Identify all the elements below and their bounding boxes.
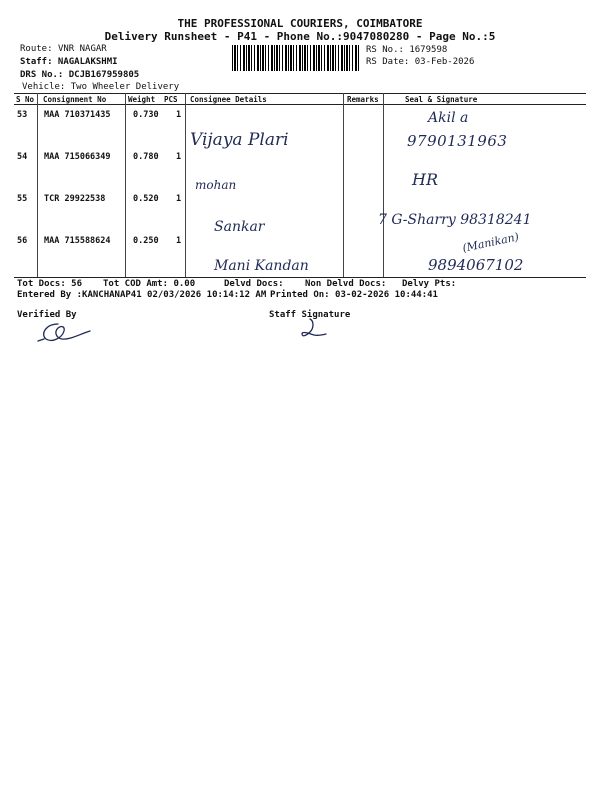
route-value: VNR NAGAR [57, 44, 107, 54]
delivered-docs: Delvd Docs: [224, 279, 284, 289]
cell-consignment: MAA 715066349 [44, 152, 111, 162]
cell-sno: 54 [17, 152, 28, 162]
col-header-weight: Weight [128, 95, 156, 104]
handwritten-consignee: mohan [195, 178, 237, 192]
vehicle-type: Vehicle: Two Wheeler Delivery [22, 82, 180, 92]
company-title: THE PROFESSIONAL COURIERS, COIMBATORE [177, 17, 423, 30]
handwritten-signature: HR [412, 170, 438, 189]
col-divider [37, 93, 38, 277]
cell-weight: 0.780 [133, 152, 159, 162]
cell-sno: 56 [17, 236, 28, 246]
col-divider [343, 93, 344, 277]
handwritten-phone: 9894067102 [428, 256, 524, 274]
handwritten-signature: Akil a [428, 110, 469, 126]
barcode-image [232, 45, 360, 71]
cell-sno: 55 [17, 194, 28, 204]
col-divider [185, 93, 186, 277]
cell-consignment: MAA 715588624 [44, 236, 111, 246]
cell-pcs: 1 [176, 236, 182, 246]
handwritten-consignee: Mani Kandan [214, 258, 309, 274]
table-header-rule [14, 104, 586, 105]
cell-pcs: 1 [176, 194, 182, 204]
col-header-consignment: Consignment No [43, 95, 107, 104]
staff-name: Staff: NAGALAKSHMI [20, 57, 118, 67]
cell-sno: 53 [17, 110, 28, 120]
col-header-sno: S No [16, 95, 35, 104]
staff-signature-label: Staff Signature [269, 310, 351, 320]
rs-number: RS No.: 1679598 [366, 45, 448, 55]
handwritten-signature: 7 G-Sharry 98318241 [378, 212, 532, 228]
col-divider [383, 93, 384, 277]
cell-consignment: TCR 29922538 [44, 194, 106, 204]
route-line [20, 44, 107, 55]
staff-signature-icon [296, 316, 336, 342]
handwritten-consignee: Vijaya Plari [190, 130, 289, 150]
col-header-remarks: Remarks [347, 95, 379, 104]
cell-weight: 0.520 [133, 194, 159, 204]
runsheet-subtitle: Delivery Runsheet - P41 - Phone No.:9047080280 - Page No.:5 [104, 30, 496, 43]
col-header-consignee: Consignee Details [190, 95, 267, 104]
printed-on: Printed On: 03-02-2026 10:44:41 [270, 290, 438, 300]
cell-consignment: MAA 710371435 [44, 110, 111, 120]
verified-by-label: Verified By [17, 310, 77, 320]
total-docs: Tot Docs: 56 [17, 279, 83, 289]
cell-weight: 0.250 [133, 236, 159, 246]
non-delivered-docs: Non Delvd Docs: [305, 279, 387, 289]
verified-signature-icon [36, 318, 96, 344]
handwritten-phone: 9790131963 [407, 132, 508, 150]
drs-number: DRS No.: DCJB167959805 [20, 70, 140, 80]
total-cod-amount: Tot COD Amt: 0.00 [103, 279, 196, 289]
table-bottom-rule [14, 277, 586, 278]
handwritten-consignee: Sankar [214, 219, 265, 235]
cell-pcs: 1 [176, 110, 182, 120]
col-header-seal: Seal & Signature [405, 95, 478, 104]
cell-weight: 0.730 [133, 110, 159, 120]
cell-pcs: 1 [176, 152, 182, 162]
col-divider [125, 93, 126, 277]
rs-date: RS Date: 03-Feb-2026 [366, 57, 475, 67]
route-label: Route: [20, 44, 53, 54]
delivery-points: Delvy Pts: [402, 279, 457, 289]
entered-by: Entered By :KANCHANAP41 02/03/2026 10:14:12 AM [17, 290, 267, 300]
col-header-pcs: PCS [164, 95, 178, 104]
handwritten-name: (Manikan) [461, 230, 521, 255]
table-top-rule [14, 93, 586, 94]
